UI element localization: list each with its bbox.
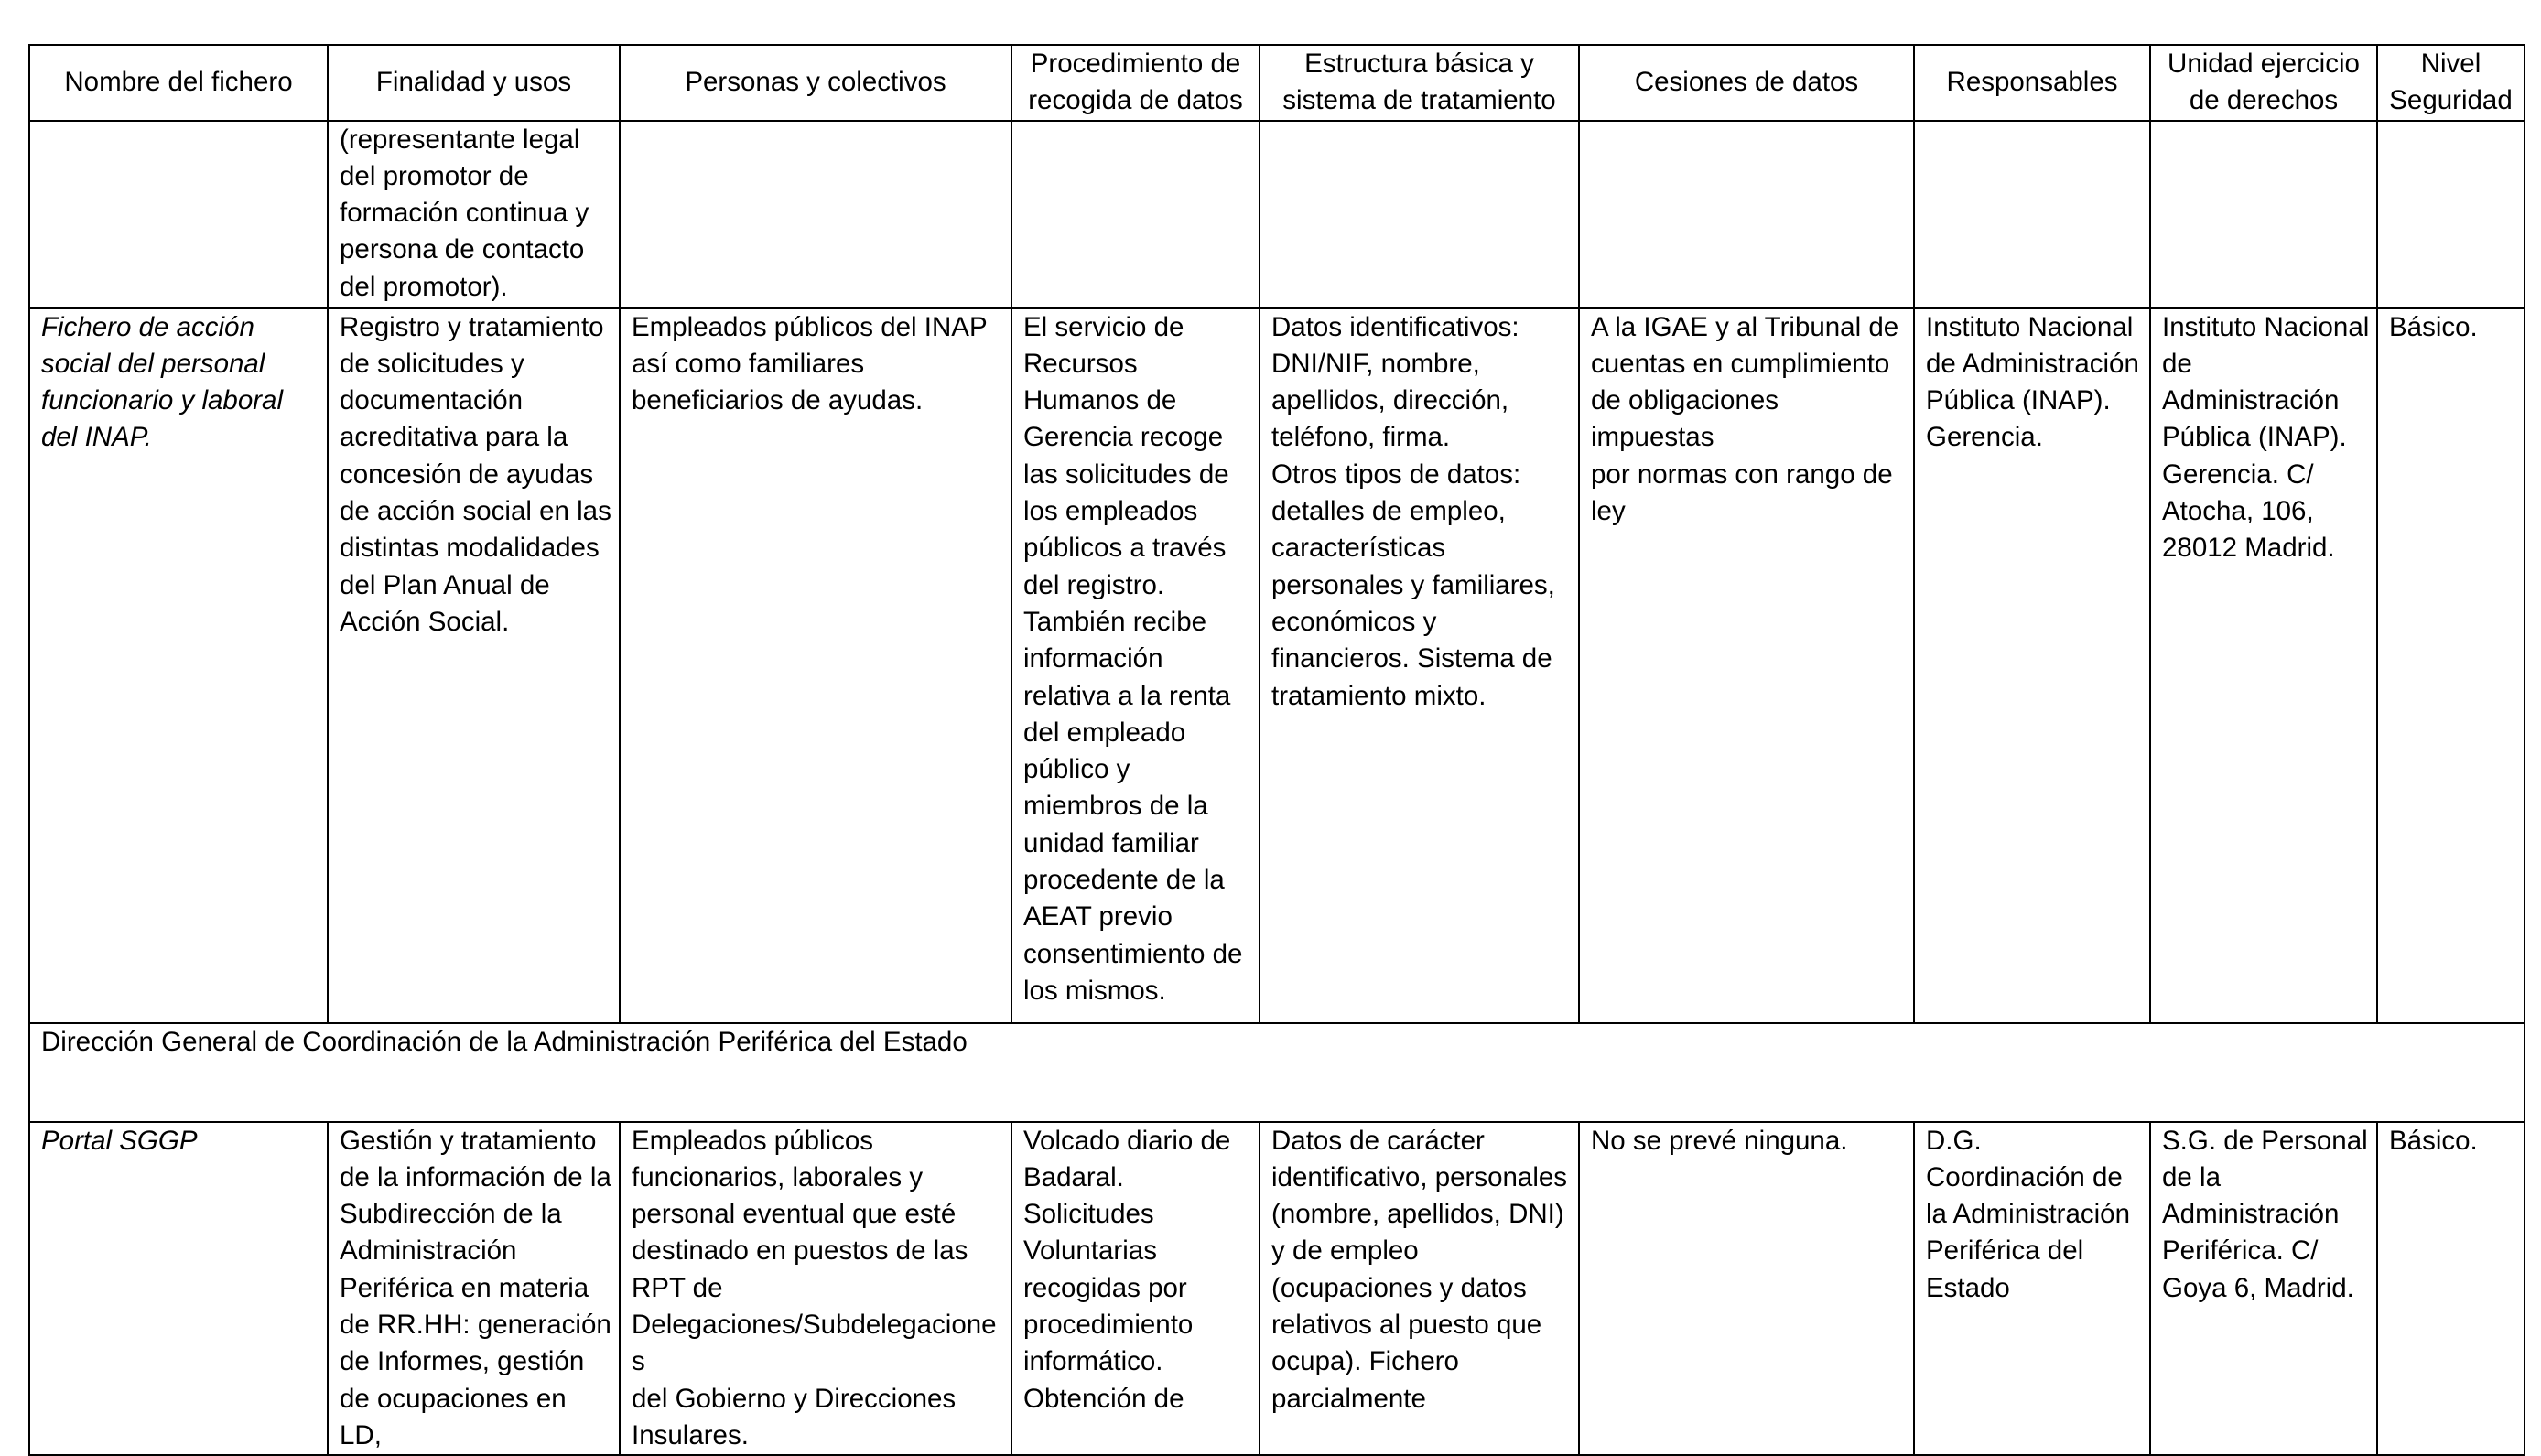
header-personas: Personas y colectivos — [620, 45, 1011, 121]
cell-nombre: Fichero de acción social del personal funcionario y laboral del INAP. — [29, 308, 328, 1023]
cell-procedimiento: Volcado diario de Badaral. Solicitudes Voluntarias recogidas por procedimiento informático. Obtención de — [1011, 1122, 1260, 1456]
cell-nivel: Básico. — [2377, 308, 2525, 1023]
cell-estructura: Datos de carácter identificativo, personales (nombre, apellidos, DNI) y de empleo (ocupaciones y datos relativos al puesto que ocupa). Fichero parcialmente — [1260, 1122, 1579, 1456]
cell-procedimiento — [1011, 121, 1260, 308]
header-nombre: Nombre del fichero — [29, 45, 328, 121]
cell-finalidad: (representante legal del promotor de formación continua y persona de contacto del promotor). — [328, 121, 620, 308]
header-nivel: Nivel Seguridad — [2377, 45, 2525, 121]
header-estructura: Estructura básica y sistema de tratamiento — [1260, 45, 1579, 121]
header-cesiones: Cesiones de datos — [1579, 45, 1914, 121]
section-row — [29, 1023, 2525, 1122]
ficheros-table — [28, 44, 2525, 1456]
table-row — [29, 1122, 2525, 1456]
cell-nivel: Básico. — [2377, 1122, 2525, 1456]
cell-cesiones: A la IGAE y al Tribunal de cuentas en cumplimiento de obligaciones impuestas por normas con rango de ley — [1579, 308, 1914, 1023]
cell-cesiones: No se prevé ninguna. — [1579, 1122, 1914, 1456]
header-finalidad: Finalidad y usos — [328, 45, 620, 121]
header-procedimiento: Procedimiento de recogida de datos — [1011, 45, 1260, 121]
cell-estructura — [1260, 121, 1579, 308]
cell-finalidad: Registro y tratamiento de solicitudes y documentación acreditativa para la concesión de ayudas de acción social en las distintas modalidades del Plan Anual de Acción Social. — [328, 308, 620, 1023]
header-responsables: Responsables — [1914, 45, 2150, 121]
cell-nombre — [29, 121, 328, 308]
table-row — [29, 121, 2525, 308]
cell-responsables: Instituto Nacional de Administración Pública (INAP). Gerencia. — [1914, 308, 2150, 1023]
cell-finalidad: Gestión y tratamiento de la información de la Subdirección de la Administración Periférica en materia de RR.HH: generación de Informes, gestión de ocupaciones en LD, — [328, 1122, 620, 1456]
cell-unidad: Instituto Nacional de Administración Pública (INAP). Gerencia. C/ Atocha, 106, 28012 Madrid. — [2150, 308, 2377, 1023]
header-row — [29, 45, 2525, 121]
cell-personas: Empleados públicos del INAP así como familiares beneficiarios de ayudas. — [620, 308, 1011, 1023]
cell-nivel — [2377, 121, 2525, 308]
cell-procedimiento: El servicio de Recursos Humanos de Gerencia recoge las solicitudes de los empleados públicos a través del registro. También recibe información relativa a la renta del empleado público y miembros de la unidad familiar procedente de la AEAT previo consentimiento de los mismos. — [1011, 308, 1260, 1023]
cell-personas — [620, 121, 1011, 308]
cell-responsables — [1914, 121, 2150, 308]
table-row — [29, 308, 2525, 1023]
header-unidad: Unidad ejercicio de derechos — [2150, 45, 2377, 121]
section-title: Dirección General de Coordinación de la Administración Periférica del Estado — [29, 1023, 2525, 1122]
cell-responsables: D.G. Coordinación de la Administración Periférica del Estado — [1914, 1122, 2150, 1456]
cell-nombre: Portal SGGP — [29, 1122, 328, 1456]
cell-personas: Empleados públicos funcionarios, laborales y personal eventual que esté destinado en puestos de las RPT de Delegaciones/Subdelegaciones del Gobierno y Direcciones Insulares. — [620, 1122, 1011, 1456]
cell-unidad — [2150, 121, 2377, 308]
cell-cesiones — [1579, 121, 1914, 308]
cell-unidad: S.G. de Personal de la Administración Periférica. C/ Goya 6, Madrid. — [2150, 1122, 2377, 1456]
cell-estructura: Datos identificativos: DNI/NIF, nombre, apellidos, dirección, teléfono, firma. Otros tipos de datos: detalles de empleo, características personales y familiares, económicos y financieros. Sistema de tratamiento mixto. — [1260, 308, 1579, 1023]
